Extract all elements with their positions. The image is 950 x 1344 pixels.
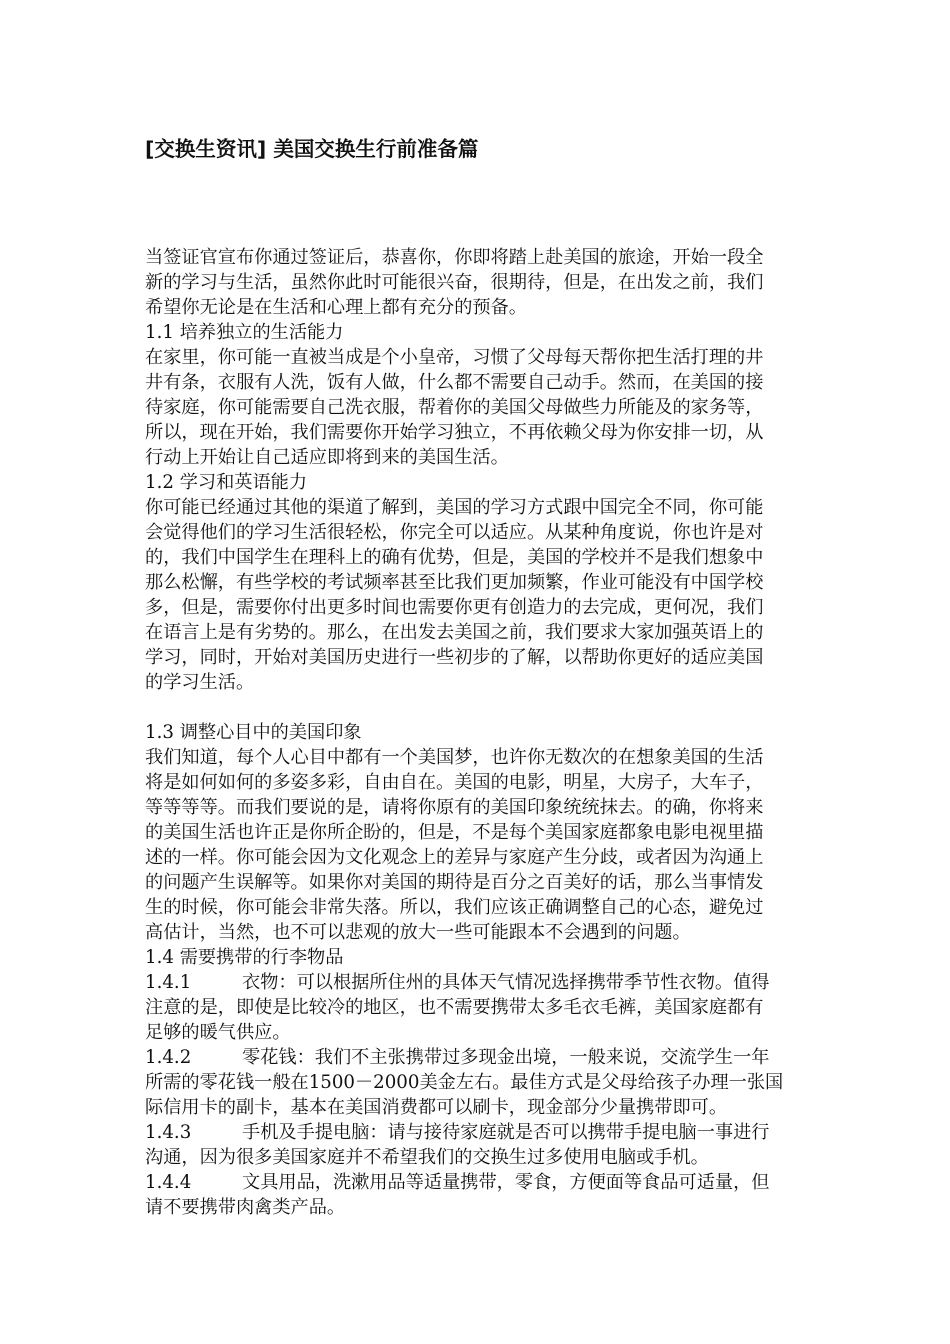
text-line: 请不要携带肉禽类产品。	[145, 1197, 346, 1218]
text-line: 述的一样。你可能会因为文化观念上的差异与家庭产生分歧，或者因为沟通上	[145, 847, 764, 868]
item-text: 手机及手提电脑：请与接待家庭就是否可以携带手提电脑一事进行	[242, 1122, 770, 1143]
text-line: 的，我们中国学生在理科上的确有优势，但是，美国的学校并不是我们想象中	[145, 547, 764, 568]
section-heading: 1.1 培养独立的生活能力	[145, 322, 344, 343]
text-line: 的美国生活也许正是你所企盼的，但是，不是每个美国家庭都象电影电视里描	[145, 822, 764, 843]
text-line: 学习，同时，开始对美国历史进行一些初步的了解，以帮助你更好的适应美国	[145, 647, 764, 668]
section-1-3	[145, 720, 813, 945]
section-heading: 1.2 学习和英语能力	[145, 472, 308, 493]
blank-line	[145, 695, 813, 720]
text-line: 足够的暖气供应。	[145, 1022, 291, 1043]
list-item	[145, 1120, 813, 1170]
item-text: 文具用品，洗漱用品等适量携带，零食，方便面等食品可适量，但	[242, 1172, 770, 1193]
item-text: 衣物：可以根据所住州的具体天气情况选择携带季节性衣物。值得	[242, 972, 770, 993]
list-item-first-line	[145, 970, 813, 995]
text-line: 在家里，你可能一直被当成是个小皇帝，习惯了父母每天帮你把生活打理的井	[145, 347, 764, 368]
list-item-first-line	[145, 1120, 813, 1145]
document-body	[145, 245, 813, 1220]
list-item-first-line	[145, 1170, 813, 1195]
text-line: 待家庭，你可能需要自己洗衣服，帮着你的美国父母做些力所能及的家务等，	[145, 397, 764, 418]
text-line: 行动上开始让自己适应即将到来的美国生活。	[145, 447, 509, 468]
text-line: 所需的零花钱一般在1500－2000美金左右。最佳方式是父母给孩子办理一张国	[145, 1072, 784, 1093]
text-line: 的学习生活。	[145, 672, 255, 693]
item-number: 1.4.1	[145, 972, 192, 993]
text-line: 将是如何如何的多姿多彩，自由自在。美国的电影，明星，大房子，大车子，	[145, 772, 764, 793]
list-item	[145, 1170, 813, 1220]
section-1-1	[145, 320, 813, 470]
text-line: 生的时候，你可能会非常失落。所以，我们应该正确调整自己的心态，避免过	[145, 897, 764, 918]
text-line: 际信用卡的副卡，基本在美国消费都可以刷卡，现金部分少量携带即可。	[145, 1097, 728, 1118]
section-heading: 1.4 需要携带的行李物品	[145, 947, 344, 968]
list-item	[145, 1045, 813, 1120]
section-1-2	[145, 470, 813, 695]
text-line: 多，但是，需要你付出更多时间也需要你更有创造力的去完成，更何况，我们	[145, 597, 764, 618]
item-text: 零花钱：我们不主张携带过多现金出境，一般来说，交流学生一年	[242, 1047, 770, 1068]
section-heading: 1.3 调整心目中的美国印象	[145, 722, 362, 743]
text-line: 所以，现在开始，我们需要你开始学习独立，不再依赖父母为你安排一切，从	[145, 422, 764, 443]
list-item-first-line	[145, 1045, 813, 1070]
page-title: [交换生资讯] 美国交换生行前准备篇	[145, 137, 479, 161]
text-line: 沟通，因为很多美国家庭并不希望我们的交换生过多使用电脑或手机。	[145, 1147, 709, 1168]
text-line: 你可能已经通过其他的渠道了解到，美国的学习方式跟中国完全不同，你可能	[145, 497, 764, 518]
text-line: 井有条，衣服有人洗，饭有人做，什么都不需要自己动手。然而，在美国的接	[145, 372, 764, 393]
text-line: 当签证官宣布你通过签证后，恭喜你，你即将踏上赴美国的旅途，开始一段全	[145, 247, 764, 268]
text-line: 新的学习与生活，虽然你此时可能很兴奋，很期待，但是，在出发之前，我们	[145, 272, 764, 293]
text-line: 的问题产生误解等。如果你对美国的期待是百分之百美好的话，那么当事情发	[145, 872, 764, 893]
text-line: 那么松懈，有些学校的考试频率甚至比我们更加频繁，作业可能没有中国学校	[145, 572, 764, 593]
text-line: 会觉得他们的学习生活很轻松，你完全可以适应。从某种角度说，你也许是对	[145, 522, 764, 543]
intro-paragraph	[145, 245, 813, 320]
item-number: 1.4.2	[145, 1047, 192, 1068]
section-1-4	[145, 945, 813, 1220]
list-item	[145, 970, 813, 1045]
text-line: 注意的是，即使是比较冷的地区，也不需要携带太多毛衣毛裤，美国家庭都有	[145, 997, 764, 1018]
text-line: 在语言上是有劣势的。那么，在出发去美国之前，我们要求大家加强英语上的	[145, 622, 764, 643]
text-line: 高估计，当然，也不可以悲观的放大一些可能跟本不会遇到的问题。	[145, 922, 691, 943]
text-line: 希望你无论是在生活和心理上都有充分的预备。	[145, 297, 527, 318]
item-number: 1.4.4	[145, 1172, 192, 1193]
item-number: 1.4.3	[145, 1122, 192, 1143]
text-line: 等等等等。而我们要说的是，请将你原有的美国印象统统抹去。的确，你将来	[145, 797, 764, 818]
text-line: 我们知道，每个人心目中都有一个美国梦，也许你无数次的在想象美国的生活	[145, 747, 764, 768]
